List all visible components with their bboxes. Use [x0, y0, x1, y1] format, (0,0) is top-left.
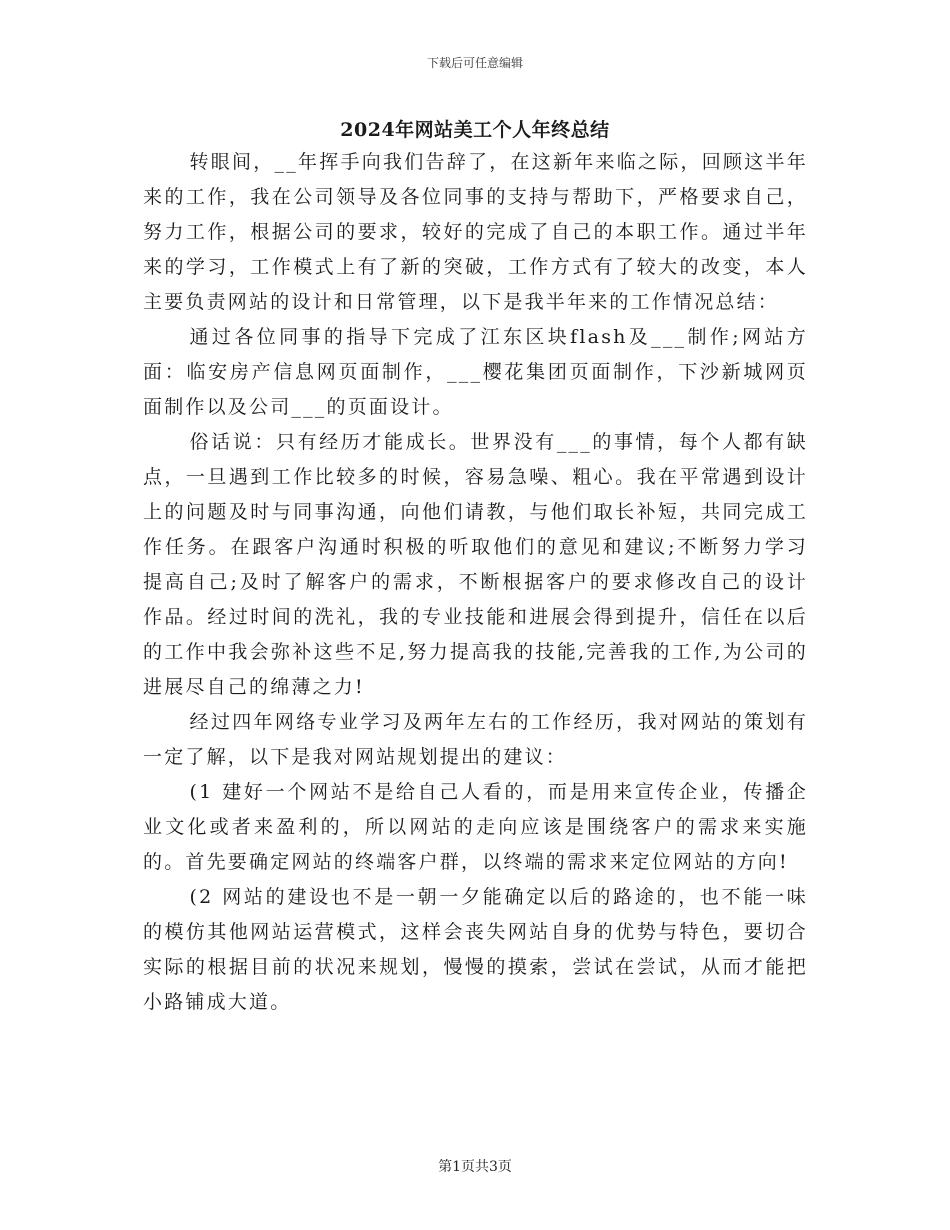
page-indicator: 第1页共3页: [438, 1159, 512, 1175]
header-note: 下载后可任意编辑: [426, 56, 523, 70]
paragraph-suggestion-1: (1 建好一个网站不是给自己人看的，而是用来宣传企业，传播企业文化或者来盈利的，所以网站的走向应该是围绕客户的需求来实施的。首先要确定网站的终端客户群，以终端的需求来定位网站的方向!: [143, 781, 808, 873]
paragraph-work-done: 通过各位同事的指导下完成了江东区块flash及___制作;网站方面：临安房产信息网页面制作，___樱花集团页面制作，下沙新城网页面制作以及公司___的页面设计。: [143, 326, 808, 418]
paragraph-suggestions-intro: 经过四年网络专业学习及两年左右的工作经历，我对网站的策划有一定了解，以下是我对网站规划提出的建议：: [143, 711, 808, 768]
document-title: 2024年网站美工个人年终总结: [340, 119, 610, 141]
document-body: [143, 145, 808, 1020]
paragraph-suggestion-2: (2 网站的建设也不是一朝一夕能确定以后的路途的，也不能一味的模仿其他网站运营模式，这样会丧失网站自身的优势与特色，要切合实际的根据目前的状况来规划，慢慢的摸索，尝试在尝试，从而才能把小路铺成大道。: [143, 886, 808, 1013]
paragraph-growth: 俗话说：只有经历才能成长。世界没有___的事情，每个人都有缺点，一旦遇到工作比较多的时候，容易急噪、粗心。我在平常遇到设计上的问题及时与同事沟通，向他们请教，与他们取长补短，共同完成工作任务。在跟客户沟通时积极的听取他们的意见和建议;不断努力学习提高自己;及时了解客户的需求，不断根据客户的要求修改自己的设计作品。经过时间的洗礼，我的专业技能和进展会得到提升，信任在以后的工作中我会弥补这些不足,努力提高我的技能,完善我的工作,为公司的进展尽自己的绵薄之力!: [143, 431, 808, 698]
paragraph-intro: 转眼间，__年挥手向我们告辞了，在这新年来临之际，回顾这半年来的工作，我在公司领导及各位同事的支持与帮助下，严格要求自己，努力工作，根据公司的要求，较好的完成了自己的本职工作。通过半年来的学习，工作模式上有了新的突破，工作方式有了较大的改变，本人主要负责网站的设计和日常管理，以下是我半年来的工作情况总结：: [143, 151, 808, 313]
